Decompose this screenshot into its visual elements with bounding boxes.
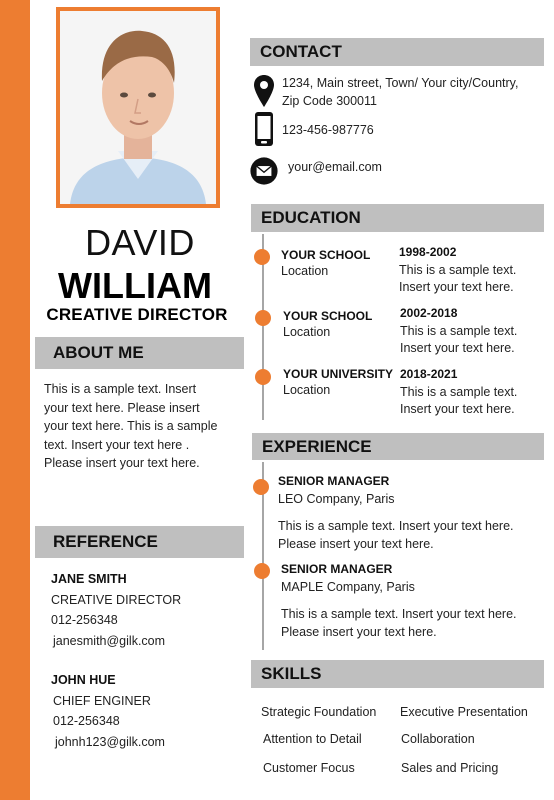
- contact-address: [250, 74, 518, 110]
- contact-heading: CONTACT: [250, 38, 544, 66]
- about-me-text: [44, 380, 244, 473]
- school-name: YOUR SCHOOL: [281, 248, 371, 262]
- experience-item: [281, 560, 551, 641]
- job-title: CREATIVE DIRECTOR: [46, 305, 228, 324]
- experience-role: SENIOR MANAGER: [281, 562, 393, 576]
- reference-heading: REFERENCE: [35, 526, 244, 558]
- education-years: 2002-2018: [400, 306, 458, 320]
- address-line: Zip Code 300011: [282, 94, 377, 108]
- education-desc: This is a sample text.: [400, 384, 518, 399]
- map-pin-icon: [250, 74, 278, 108]
- about-me-heading: ABOUT ME: [35, 337, 244, 369]
- skill-item: Sales and Pricing: [401, 761, 499, 775]
- education-school: [281, 247, 370, 279]
- skill-item: Strategic Foundation: [261, 705, 377, 719]
- about-line: your text here. Please insert: [44, 400, 200, 415]
- about-line: your text here. This is a sample: [44, 419, 218, 433]
- education-details: [400, 305, 550, 358]
- last-name: WILLIAM: [58, 265, 212, 306]
- accent-sidebar-bar: [0, 0, 30, 800]
- mobile-phone-icon: [250, 111, 278, 147]
- envelope-icon: [250, 154, 278, 188]
- education-years: 2018-2021: [400, 367, 458, 381]
- skill-item: Attention to Detail: [263, 732, 362, 746]
- school-location: Location: [281, 264, 329, 278]
- experience-desc: This is a sample text. Insert your text here.: [281, 607, 517, 621]
- reference-email[interactable]: johnh123@gilk.com: [55, 734, 165, 749]
- timeline-dot: [254, 249, 270, 265]
- contact-phone: [250, 111, 374, 147]
- experience-desc: Please insert your text here.: [278, 537, 434, 551]
- school-location: Location: [283, 325, 331, 339]
- skill-item: Executive Presentation: [400, 705, 528, 719]
- reference-entry: [51, 670, 165, 752]
- timeline-dot: [255, 310, 271, 326]
- reference-email[interactable]: janesmith@gilk.com: [53, 633, 166, 648]
- education-details: [399, 244, 549, 297]
- skills-heading: SKILLS: [251, 660, 544, 688]
- education-heading: EDUCATION: [251, 204, 544, 232]
- experience-desc: This is a sample text. Insert your text here.: [278, 519, 514, 533]
- experience-company: LEO Company, Paris: [278, 492, 395, 506]
- timeline-dot: [253, 479, 269, 495]
- education-desc: Insert your text here.: [400, 402, 515, 416]
- skill-item: Customer Focus: [263, 761, 355, 775]
- school-name: YOUR UNIVERSITY: [283, 367, 394, 381]
- profile-photo: [56, 7, 220, 208]
- skill-item: Collaboration: [401, 732, 475, 746]
- about-line: This is a sample text. Insert: [44, 382, 197, 396]
- profile-photo-image: [60, 11, 216, 204]
- timeline-dot: [255, 369, 271, 385]
- contact-email: [250, 154, 382, 188]
- education-school: [283, 308, 372, 340]
- reference-phone: 012-256348: [51, 613, 118, 627]
- timeline-dot: [254, 563, 270, 579]
- address-line: 1234, Main street, Town/ Your city/Country,: [282, 76, 519, 90]
- reference-phone: 012-256348: [53, 714, 120, 728]
- first-name: DAVID: [85, 222, 195, 263]
- experience-desc: Please insert your text here.: [281, 625, 437, 639]
- education-years: 1998-2002: [399, 245, 457, 259]
- email-address[interactable]: your@email.com: [288, 160, 382, 174]
- reference-entry: [51, 569, 181, 651]
- education-school: [283, 366, 393, 398]
- education-desc: Insert your text here.: [400, 341, 515, 355]
- reference-name: JOHN HUE: [51, 673, 116, 687]
- education-desc: This is a sample text.: [399, 262, 517, 277]
- experience-heading: EXPERIENCE: [252, 433, 544, 460]
- education-desc: This is a sample text.: [400, 323, 518, 338]
- reference-role: CHIEF ENGINER: [53, 693, 151, 708]
- reference-role: CREATIVE DIRECTOR: [51, 592, 182, 607]
- phone-number: 123-456-987776: [282, 123, 374, 137]
- reference-name: JANE SMITH: [51, 572, 127, 586]
- school-name: YOUR SCHOOL: [283, 309, 373, 323]
- experience-item: [278, 472, 548, 553]
- education-details: [400, 366, 550, 419]
- school-location: Location: [283, 383, 331, 397]
- experience-company: MAPLE Company, Paris: [281, 580, 415, 594]
- about-line: Please insert your text here.: [44, 456, 200, 470]
- about-line: text. Insert your text here .: [44, 437, 190, 452]
- experience-role: SENIOR MANAGER: [278, 474, 390, 488]
- education-desc: Insert your text here.: [399, 280, 514, 294]
